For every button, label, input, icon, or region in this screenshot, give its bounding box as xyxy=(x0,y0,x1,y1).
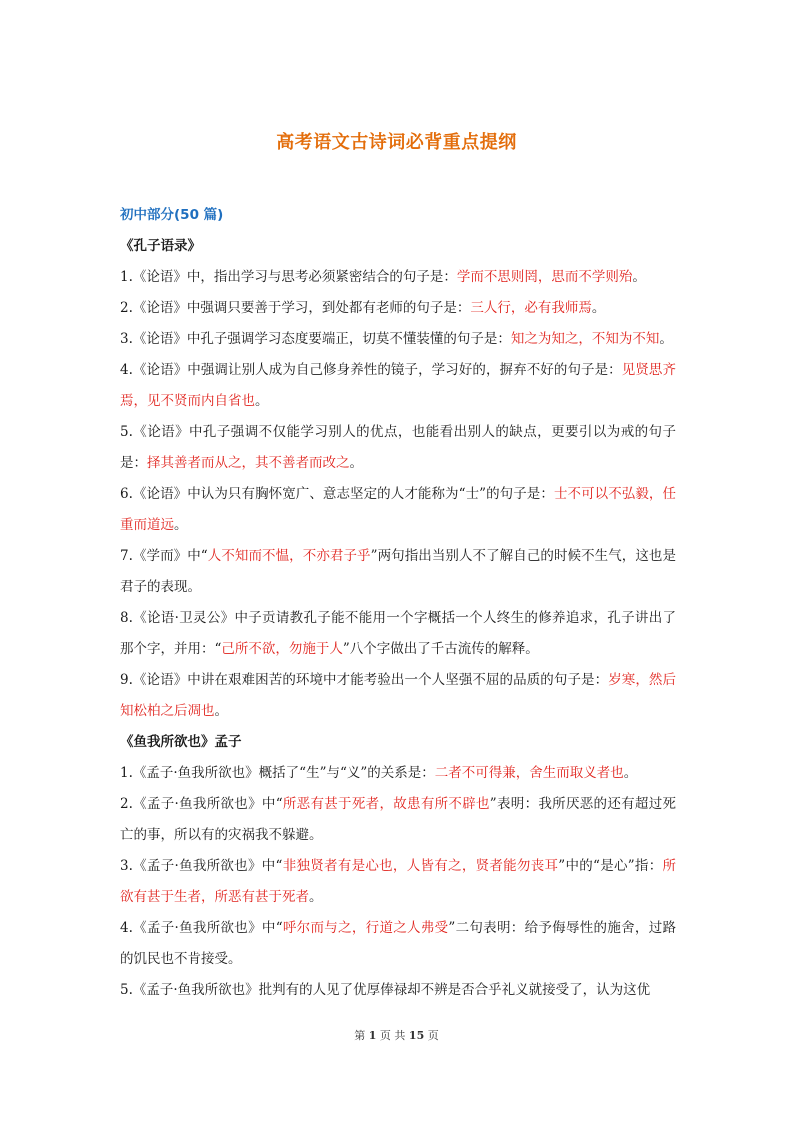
list-item xyxy=(120,913,676,975)
item-text: 2.《孟子·鱼我所欲也》中“ xyxy=(120,796,283,812)
group-heading: 《鱼我所欲也》孟子 xyxy=(120,734,242,750)
item-text: 3.《孟子·鱼我所欲也》中“ xyxy=(120,858,283,874)
item-text: 。 xyxy=(623,765,638,781)
highlighted-quote: 己所不欲，勿施于人 xyxy=(221,641,343,657)
list-item xyxy=(120,293,676,324)
item-text: ”中的“是心”指： xyxy=(558,858,663,874)
item-text: 。 xyxy=(659,331,673,347)
highlighted-quote: 所恶有甚于死者，故患有所不辟也 xyxy=(282,796,490,812)
highlighted-quote: 士不可以不弘毅，任重而道远 xyxy=(120,486,677,533)
highlighted-quote: 学而不思则罔，思而不学则殆 xyxy=(456,269,633,285)
list-item xyxy=(120,851,676,913)
item-text: 。 xyxy=(214,703,228,719)
list-item xyxy=(120,262,676,293)
list-item xyxy=(120,355,676,417)
highlighted-quote: 所欲有甚于生者，所恶有甚于死者 xyxy=(120,858,676,905)
page-footer xyxy=(0,1027,793,1043)
highlighted-quote: 二者不可得兼，舍生而取义者也 xyxy=(434,765,624,781)
list-item xyxy=(120,789,676,851)
item-text: 。 xyxy=(174,517,188,533)
group-list xyxy=(120,231,676,1006)
list-item xyxy=(120,975,676,1006)
item-text: 5.《孟子·鱼我所欲也》批判有的人见了优厚俸禄却不辨是否合乎礼义就接受了，认为这优 xyxy=(120,982,651,998)
footer-suffix: 页 xyxy=(427,1029,439,1042)
item-text: ”八个字做出了千古流传的解释。 xyxy=(342,641,539,657)
item-text: 9.《论语》中讲在艰难困苦的环境中才能考验出一个人坚强不屈的品质的句子是： xyxy=(120,672,609,688)
item-text: 。 xyxy=(591,300,606,316)
item-text: 5.《论语》中孔子强调不仅能学习别人的优点，也能看出别人的缺点，更要引以为戒的句子是： xyxy=(120,424,676,471)
footer-prefix: 第 xyxy=(354,1029,366,1042)
item-text: 8.《论语·卫灵公》中子贡请教孔子能不能用一个字概括一个人终生的修养追求，孔子讲出了那个字，并用：“ xyxy=(120,610,676,657)
footer-page-number: 1 xyxy=(368,1029,377,1042)
highlighted-quote: 人不知而不愠，不亦君子乎 xyxy=(207,548,371,564)
item-text: ”两句指出当别人不了解自己的时候不生气，这也是君子的表现。 xyxy=(120,548,676,595)
item-text: 4.《孟子·鱼我所欲也》中“ xyxy=(120,920,283,936)
section-heading: 初中部分(50 篇) xyxy=(120,207,224,223)
list-item xyxy=(120,603,676,665)
footer-total-pages: 15 xyxy=(408,1029,425,1042)
highlighted-quote: 择其善者而从之，其不善者而改之 xyxy=(147,455,350,471)
highlighted-quote: 非独贤者有是心也，人皆有之，贤者能勿丧耳 xyxy=(282,858,559,874)
highlighted-quote: 见贤思齐焉，见不贤而内自省也 xyxy=(120,362,676,409)
item-text: 3.《论语》中孔子强调学习态度要端正，切莫不懂装懂的句子是： xyxy=(120,331,511,347)
item-text: ”二句表明：给予侮辱性的施舍，过路的饥民也不肯接受。 xyxy=(120,920,676,967)
list-item xyxy=(120,541,676,603)
group-heading: 《孔子语录》 xyxy=(120,238,201,254)
highlighted-quote: 呼尔而与之，行道之人弗受 xyxy=(282,920,449,936)
highlighted-quote: 三人行，必有我师焉 xyxy=(470,300,592,316)
page-title: 高考语文古诗词必背重点提纲 xyxy=(276,132,517,153)
list-item xyxy=(120,758,676,789)
item-text: 。 xyxy=(255,393,269,409)
item-text: 7.《学而》中“ xyxy=(120,548,208,564)
item-text: ”表明：我所厌恶的还有超过死亡的事，所以有的灾祸我不躲避。 xyxy=(120,796,677,843)
highlighted-quote: 岁寒，然后知松柏之后凋也 xyxy=(120,672,676,719)
list-item xyxy=(120,665,676,727)
item-text: 1.《孟子·鱼我所欲也》概括了“生”与“义”的关系是： xyxy=(120,765,435,781)
list-item xyxy=(120,324,676,355)
item-text: 。 xyxy=(349,455,363,471)
item-text: 。 xyxy=(632,269,646,285)
item-text: 1.《论语》中，指出学习与思考必须紧密结合的句子是： xyxy=(120,269,457,285)
highlighted-quote: 知之为知之，不知为不知 xyxy=(510,331,660,347)
item-text: 。 xyxy=(309,889,323,905)
document-body xyxy=(120,200,676,1006)
list-item xyxy=(120,479,676,541)
list-item xyxy=(120,417,676,479)
item-text: 6.《论语》中认为只有胸怀宽广、意志坚定的人才能称为“士”的句子是： xyxy=(120,486,554,502)
item-text: 2.《论语》中强调只要善于学习，到处都有老师的句子是： xyxy=(120,300,471,316)
footer-mid: 页 共 xyxy=(379,1029,406,1042)
item-text: 4.《论语》中强调让别人成为自己修身养性的镜子，学习好的，摒弃不好的句子是： xyxy=(120,362,622,378)
